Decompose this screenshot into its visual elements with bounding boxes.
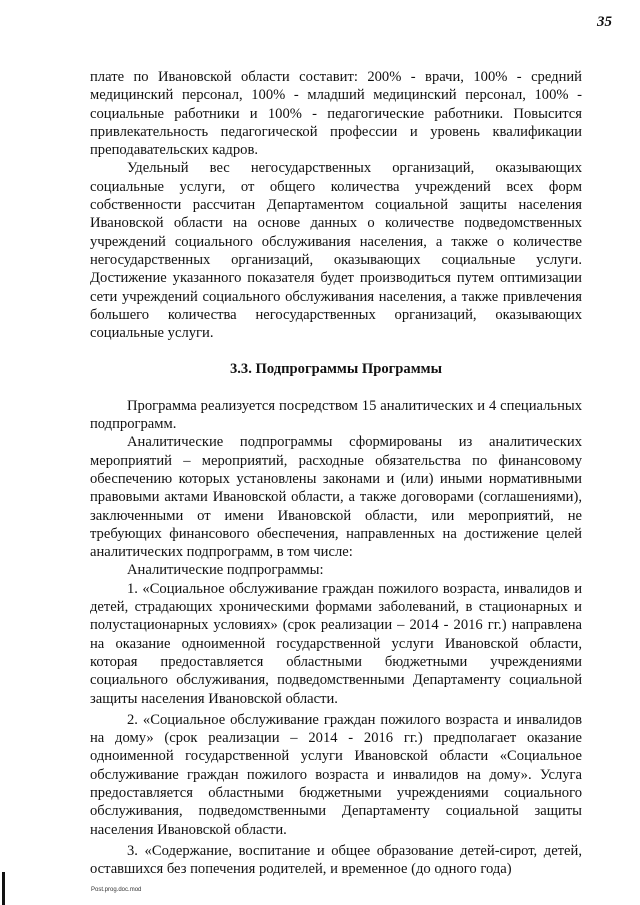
list-item-2: 2. «Социальное обслуживание граждан пожилого возраста и инвалидов на дому» (срок реализации – 2014 - 2016 гг.) предполагает оказание одноименной государственной услуги Ивановской области «Социальное обслуживание граждан пожилого возраста и инвалидов на дому». Услуга предоставляется областными бюджетными учреждениями социального обслуживания, подведомственными Департаменту социальной защиты населения Ивановской области. bbox=[90, 711, 582, 838]
paragraph-3: Программа реализуется посредством 15 аналитических и 4 специальных подпрограмм. bbox=[90, 397, 582, 433]
list-item-1: 1. «Социальное обслуживание граждан пожилого возраста, инвалидов и детей, страдающих хроническими формами заболеваний, в стационарных и полустационарных условиях» (срок реализации – 2014 - 2016 гг.) направлена на оказание одноименной государственной услуги Ивановской области, которая предоставляется областными бюджетными учреждениями социального обслуживания, подведомственными Департаменту социальной защиты населения Ивановской области. bbox=[90, 580, 582, 707]
footer-file-label: Post.prog.doc.mod bbox=[91, 887, 142, 893]
paragraph-2: Удельный вес негосударственных организаций, оказывающих социальные услуги, от общего количества учреждений всех форм собственности рассчитан Департаментом социальной защиты населения Ивановской области на основе данных о количестве подведомственных учреждений социального обслуживания населения, а также о количестве негосударственных организаций, оказывающих социальные услуги. Достижение указанного показателя будет производиться путем оптимизации сети учреждений социального обслуживания населения, а также привлечения большего количества негосударственных организаций, оказывающих социальные услуги. bbox=[90, 160, 582, 342]
paragraph-1: плате по Ивановской области составит: 200% - врачи, 100% - средний медицинский персонал, 100% - младший медицинский персонал, 100% - социальные работники и 100% - педагогические работники. Повысится привлекательность педагогической профессии и уровень квалификации преподавательских кадров. bbox=[90, 69, 582, 159]
paragraph-4: Аналитические подпрограммы сформированы из аналитических мероприятий – мероприятий, расходные обязательства по финансовому обеспечению которых установлены законами и (или) иными нормативными правовыми актами Ивановской области, а также договорами (соглашениями), заключенными от имени Ивановской области, или мероприятий, не требующих финансового обеспечения, направленных на достижение целей аналитических подпрограмм, в том числе: bbox=[90, 434, 582, 561]
document-body bbox=[90, 68, 582, 878]
scan-edge-mark bbox=[2, 872, 5, 905]
paragraph-5: Аналитические подпрограммы: bbox=[127, 562, 324, 579]
list-item-3: 3. «Содержание, воспитание и общее образование детей-сирот, детей, оставшихся без попечения родителей, и временное (до одного года) bbox=[90, 842, 582, 878]
page-number: 35 bbox=[597, 14, 612, 30]
section-heading: 3.3. Подпрограммы Программы bbox=[229, 361, 442, 378]
